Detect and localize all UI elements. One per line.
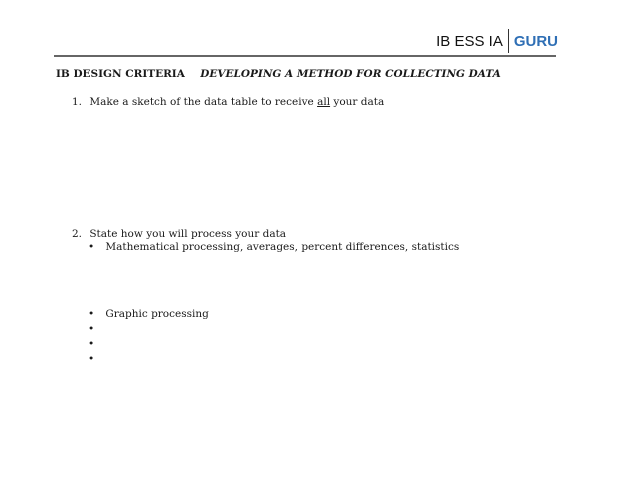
bullet-icon: • [88, 308, 95, 320]
header-brand [436, 30, 558, 52]
criteria-title: DEVELOPING A METHOD FOR COLLECTING DATA [200, 68, 501, 80]
question-2 [72, 228, 286, 241]
bullet-item [88, 353, 102, 366]
criteria-heading [56, 68, 576, 81]
header-rule [54, 55, 556, 57]
question-text: State how you will process your data [89, 228, 287, 240]
question-text-end: your data [330, 96, 385, 108]
bullet-item [88, 323, 102, 336]
guru-logo: GURU [513, 32, 558, 50]
bullet-icon: • [88, 338, 95, 350]
page-header [0, 0, 638, 58]
question-number: 1. [72, 96, 83, 108]
bullet-item [88, 308, 209, 321]
question-emphasis: all [317, 96, 331, 108]
bullet-item [88, 338, 102, 351]
bullet-text: Graphic processing [105, 308, 209, 320]
criteria-label: IB DESIGN CRITERIA [56, 68, 185, 80]
question-number: 2. [72, 228, 83, 240]
bullet-text: Mathematical processing, averages, percent differences, statistics [105, 241, 460, 253]
bullet-icon: • [88, 353, 95, 365]
bullet-icon: • [88, 323, 95, 335]
question-1 [72, 96, 384, 109]
bullet-item [88, 241, 459, 254]
document-body [56, 68, 576, 365]
header-title: IB ESS IA [436, 32, 503, 50]
question-text: Make a sketch of the data table to receive [89, 96, 318, 108]
bullet-icon: • [88, 241, 95, 253]
